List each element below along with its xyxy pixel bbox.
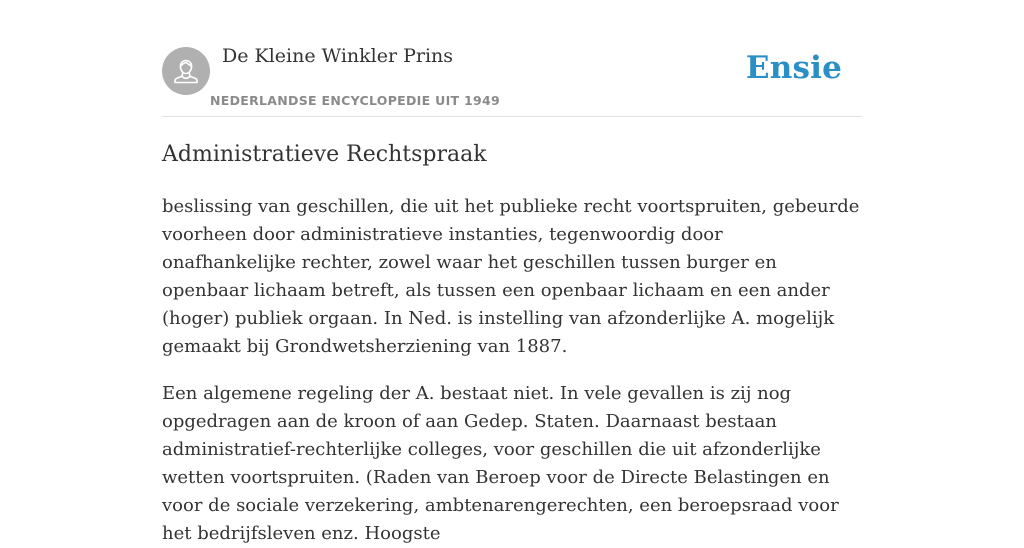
article-title: Administratieve Rechtspraak — [162, 142, 487, 167]
article-paragraph: Een algemene regeling der A. bestaat niet. In vele gevallen is zij nog opgedragen aan de kroon of aan Gedep. Staten. Daarnaast bestaan administratief-rechterlijke colleges, voor geschillen die uit afzonderlijke wetten voortspruiten. (Raden van Beroep voor de Directe Belastingen en voor de sociale verzekering, ambtenarengerechten, een beroepsraad voor het bedrijfsleven enz. Hoogste — [162, 383, 839, 544]
user-avatar-icon — [162, 47, 210, 95]
source-header — [162, 0, 862, 117]
article-paragraph: beslissing van geschillen, die uit het publieke recht voortspruiten, gebeurde voorheen door administratieve instanties, tegenwoordig door onafhankelijke rechter, zowel waar het geschillen tussen burger en openbaar lichaam betreft, als tussen een openbaar lichaam en een ander (hoger) publiek orgaan. In Ned. is instelling van afzonderlijke A. mogelijk gemaakt bij Grondwetsherziening van 1887. — [162, 196, 860, 357]
source-subtitle: NEDERLANDSE ENCYCLOPEDIE UIT 1949 — [210, 93, 500, 108]
source-title-link[interactable]: De Kleine Winkler Prins — [222, 45, 454, 67]
article-body — [162, 193, 862, 548]
ensie-logo-link[interactable]: Ensie — [745, 50, 842, 86]
article — [162, 116, 862, 544]
